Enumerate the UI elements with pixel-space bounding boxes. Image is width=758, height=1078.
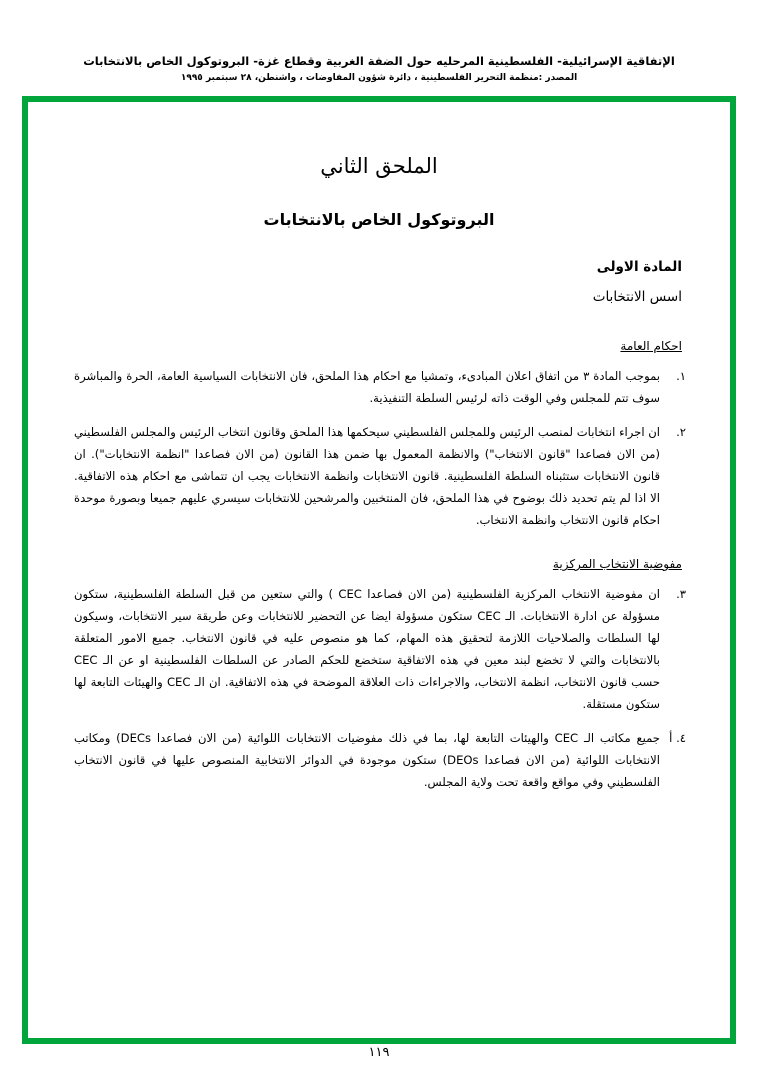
paragraph-text: ان اجراء انتخابات لمنصب الرئيس وللمجلس الفلسطيني سيحكمها هذا الملحق وقانون انتخاب الرئيس والمجلس الفلسطيني (من الان فصاعدا "قانون الانتخاب") والانظمة المعمول بها ضمن هذا القانون (من الان فصاعدا "انظمة الانتخابات"). ان قانون الانتخابات ستثبناه السلطة الفلسطينية. قانون الانتخابات وانظمة الانتخابات يجب ان تتماشى مع احكام هذه الاتفاقية. الا اذا لم يتم تحديد ذلك بوضوح في هذا الملحق، فان المنتخبين والمرشحين للانتخابات سيسري عليهم جميعا وبصورة موحدة احكام قانون الانتخاب وانظمة الانتخاب. — [74, 425, 660, 527]
paragraph-text: ان مفوضية الانتخاب المركزية الفلسطينية (من الان فصاعدا CEC ) والتي ستعين من قبل السلطة الفلسطينية، ستكون مسؤولة عن ادارة الانتخابات. الـ CEC ستكون مسؤولة ايضا عن التحضير للانتخابات وعن طريقة سير الانتخابات، وسيكون لها السلطات والصلاحيات اللازمة لتحقيق هذه المهام، كما هو منصوص عليه في قانون الانتخاب. جميع الامور المتعلقة بالانتخابات والتي لا تخضع لبند معين في هذه الاتفاقية ستخضع للحكم الصادر عن السلطات الفلسطينية او عن الـ CEC حسب قانون الانتخاب، انظمة الانتخاب، والاجراءات ذات العلاقة الموضحة في هذه الاتفاقية. ان الـ CEC والهيئات التابعة لها ستكون مستقلة. — [74, 587, 661, 711]
paragraph-number: ١. — [676, 369, 686, 383]
section-heading-general: احكام العامة — [620, 339, 682, 353]
paragraph-number: ٣. — [676, 587, 686, 601]
page-number: ١١٩ — [368, 1045, 390, 1060]
paragraph-number: ٢. — [676, 425, 686, 439]
page-subtitle: البروتوكول الخاص بالانتخابات — [263, 210, 495, 229]
header-title-line: الإتفاقية الإسرائيلية- الفلسطينية المرحليه حول الضفة الغربية وقطاع غزة- البروتوكول الخاص بالانتخابات — [83, 54, 675, 68]
paragraph-item — [72, 365, 686, 409]
page-title: الملحق الثاني — [320, 154, 438, 178]
section-heading-cec: مفوضية الانتخاب المركزية — [552, 557, 682, 571]
paragraph-item — [72, 583, 686, 715]
document-header — [0, 54, 758, 85]
article-subheading: اسس الانتخابات — [592, 289, 682, 305]
paragraph-text: جميع مكاتب الـ CEC والهيئات التابعة لها، بما في ذلك مفوضيات الانتخابات اللوائية (من الان فصاعدا DECs) ومكاتب الانتخابات اللوائية (من الان فصاعدا DEOs) ستكون موجودة في الدوائر الانتخابية المنصوص عليها في قانون الانتخاب الفلسطيني وفي مواقع واقعة تحت ولاية المجلس. — [74, 731, 660, 789]
green-border-frame — [22, 96, 736, 1044]
paragraph-item — [72, 727, 686, 793]
paragraph-number: ٤. أ — [669, 731, 686, 745]
document-body — [28, 102, 730, 1038]
header-source-line: المصدر :منظمة التحرير الفلسطينية ، دائرة شؤون المفاوضات ، واشنطن، ٢٨ سبتمبر ١٩٩٥ — [180, 73, 578, 83]
article-heading: المادة الاولى — [596, 259, 682, 275]
paragraph-text: بموجب المادة ٣ من اتفاق اعلان المبادىء، وتمشيا مع احكام هذا الملحق، فان الانتخابات السياسية العامة، الحرة والمباشرة سوف تتم للمجلس وفي الوقت ذاته لرئيس السلطة التنفيذية. — [74, 369, 660, 405]
paragraph-item — [72, 421, 686, 531]
